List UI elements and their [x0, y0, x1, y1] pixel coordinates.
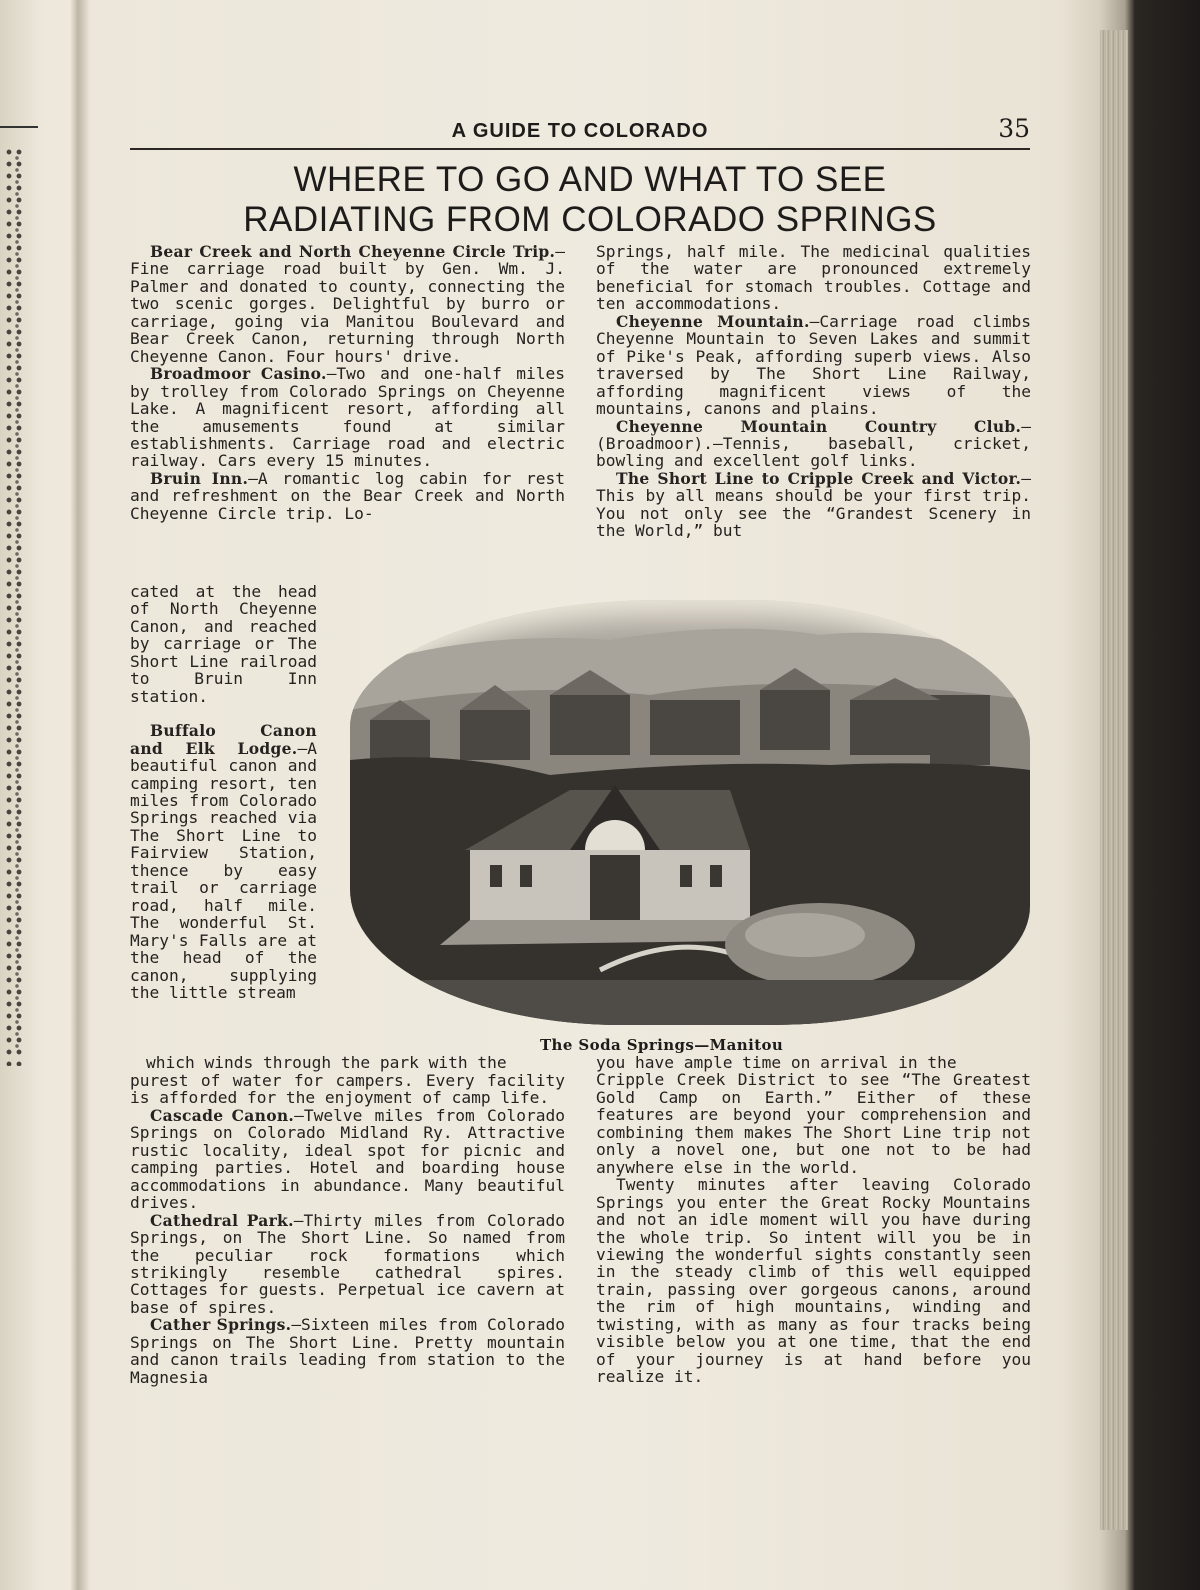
entry-heading: Broadmoor Casino.: [150, 364, 327, 384]
soda-springs-photo: [350, 600, 1030, 1025]
photo-illustration: [350, 600, 1030, 1025]
entry-text: —This by all means should be your first trip. You not only see the “Grandest Scenery in the World,” but: [596, 468, 1031, 541]
entry-buffalo-continued: which winds through the park with the: [146, 1053, 507, 1072]
entry-cascade: [130, 1107, 565, 1212]
entry-bruin-inn-continued: [130, 583, 317, 705]
entry-text: —(Broadmoor).—Tennis, baseball, cricket, bowling and excellent golf links.: [596, 416, 1031, 471]
entry-text: —Twelve miles from Colorado Springs on Colorado Midland Ry. Attractive rustic locality, ideal spot for picnic and camping parties. Hotel and boarding house accommodations in abundance. Many beautiful drives.: [130, 1105, 565, 1213]
entry-short-line-para2: [596, 1176, 1031, 1385]
entry-heading: Cheyenne Mountain.: [616, 311, 810, 331]
article-title-line-1: WHERE TO GO AND WHAT TO SEE: [293, 160, 887, 199]
entry-country-club: [596, 418, 1031, 470]
entry-text: Cripple Creek District to see “The Greatest Gold Camp on Earth.” Either of these features are beyond your comprehension and combining them makes The Short Line trip not only a novel one, but one not to be had anywhere else in the world.: [596, 1070, 1031, 1177]
left-column-narrow: [130, 583, 317, 1001]
entry-heading: Cathedral Park.: [150, 1210, 294, 1230]
entry-text: —Carriage road climbs Cheyenne Mountain to Seven Lakes and summit of Pike's Peak, affording superb views. Also traversed by The Short Line Railway, affording magnificent views of the mountains, canons and plains.: [596, 311, 1031, 419]
left-column-bottom: [130, 1072, 565, 1386]
entry-heading: Cheyenne Mountain Country Club.: [616, 416, 1022, 436]
entry-heading: Bruin Inn.: [150, 468, 249, 488]
entry-text: Twenty minutes after leaving Colorado Springs you enter the Great Rocky Mountains and not an idle moment will you have during the whole trip. So intent will you be in viewing the wonderful sights constantly seen in the steady climb of this well equipped train, passing over gorgeous canons, around the rim of high mountains, winding and twisting, with as many as four tracks being visible below you at one time, that the end of your journey is at hand before you realize it.: [596, 1175, 1031, 1387]
entry-text: —Two and one-half miles by trolley from Colorado Springs on Cheyenne Lake. A magnificent resort, affording all the amusements found at similar establishments. Carriage road and electric railway. Cars every 15 minutes.: [130, 364, 566, 471]
entry-short-line-continued: [596, 1054, 1031, 1071]
entry-text: purest of water for campers. Every facility is afforded for the enjoyment of camp life.: [130, 1071, 565, 1108]
page-edges: [1100, 30, 1128, 1530]
entry-text: —A romantic log cabin for rest and refreshment on the Bear Creek and North Cheyenne Circle trip. Lo-: [130, 468, 565, 523]
photo-caption: The Soda Springs—Manitou: [540, 1036, 784, 1054]
entry-bruin-inn: [130, 470, 565, 522]
previous-page-rule: [0, 126, 38, 128]
entry-heading: Bear Creek and North Cheyenne Circle Trip.: [150, 242, 556, 261]
right-column-bottom: [596, 1054, 1031, 1386]
entry-short-line: [596, 470, 1031, 540]
entry-bear-creek: [130, 243, 565, 365]
entry-cather-continued: [596, 243, 1031, 313]
entry-heading: Cascade Canon.: [150, 1105, 295, 1125]
entry-cheyenne-mountain: [596, 313, 1031, 418]
entry-text: you have ample time on arrival in the: [596, 1053, 957, 1072]
entry-text: —Sixteen miles from Colorado Springs on The Short Line. Pretty mountain and canon trails leading from station to the Magnesia: [130, 1315, 565, 1387]
entry-text: cated at the head of North Cheyenne Canon, and reached by carriage or The Short Line railroad to Bruin Inn station.: [130, 582, 317, 706]
left-column-top: [130, 243, 565, 522]
entry-cather: [130, 1316, 565, 1386]
entry-heading: Cather Springs.: [150, 1315, 292, 1335]
entry-text: —Fine carriage road built by Gen. Wm. J. Palmer and donated to county, connecting the two scenic gorges. Delightful by burro or carriage, going via Manitou Boulevard and Bear Creek Canon, returning through North Cheyenne Canon. Four hours' drive.: [130, 242, 565, 366]
entry-text: —A beautiful canon and camping resort, ten miles from Colorado Springs reached via The Short Line to Fairview Station, thence by easy trail or carriage road, half mile. The wonderful St. Mary's Falls are at the head of the canon, supplying the little stream: [130, 738, 317, 1002]
entry-cathedral: [130, 1212, 565, 1317]
page-number: 35: [998, 114, 1030, 143]
entry-heading: The Short Line to Cripple Creek and Victor.: [616, 468, 1022, 488]
entry-text: Springs, half mile. The medicinal qualities of the water are pronounced extremely beneficial for stomach troubles. Cottage and ten accommodations.: [596, 242, 1031, 314]
entry-short-line-body: [596, 1071, 1031, 1176]
ornament-border-icon: [12, 152, 22, 1052]
entry-text: —Thirty miles from Colorado Springs, on The Short Line. So named from the peculiar rock formations which strikingly resemble cathedral spires. Cottages for guests. Perpetual ice cavern at base of spires.: [130, 1210, 565, 1317]
running-head: [130, 114, 1030, 150]
right-column-top: [596, 243, 1031, 540]
entry-broadmoor: [130, 365, 565, 470]
running-title: A GUIDE TO COLORADO: [451, 120, 709, 142]
entry-heading: Buffalo Canon and Elk Lodge.: [130, 721, 317, 758]
entry-buffalo-end: [130, 1072, 565, 1107]
entry-buffalo: [130, 722, 317, 1001]
article-title-line-2: RADIATING FROM COLORADO SPRINGS: [243, 200, 937, 239]
